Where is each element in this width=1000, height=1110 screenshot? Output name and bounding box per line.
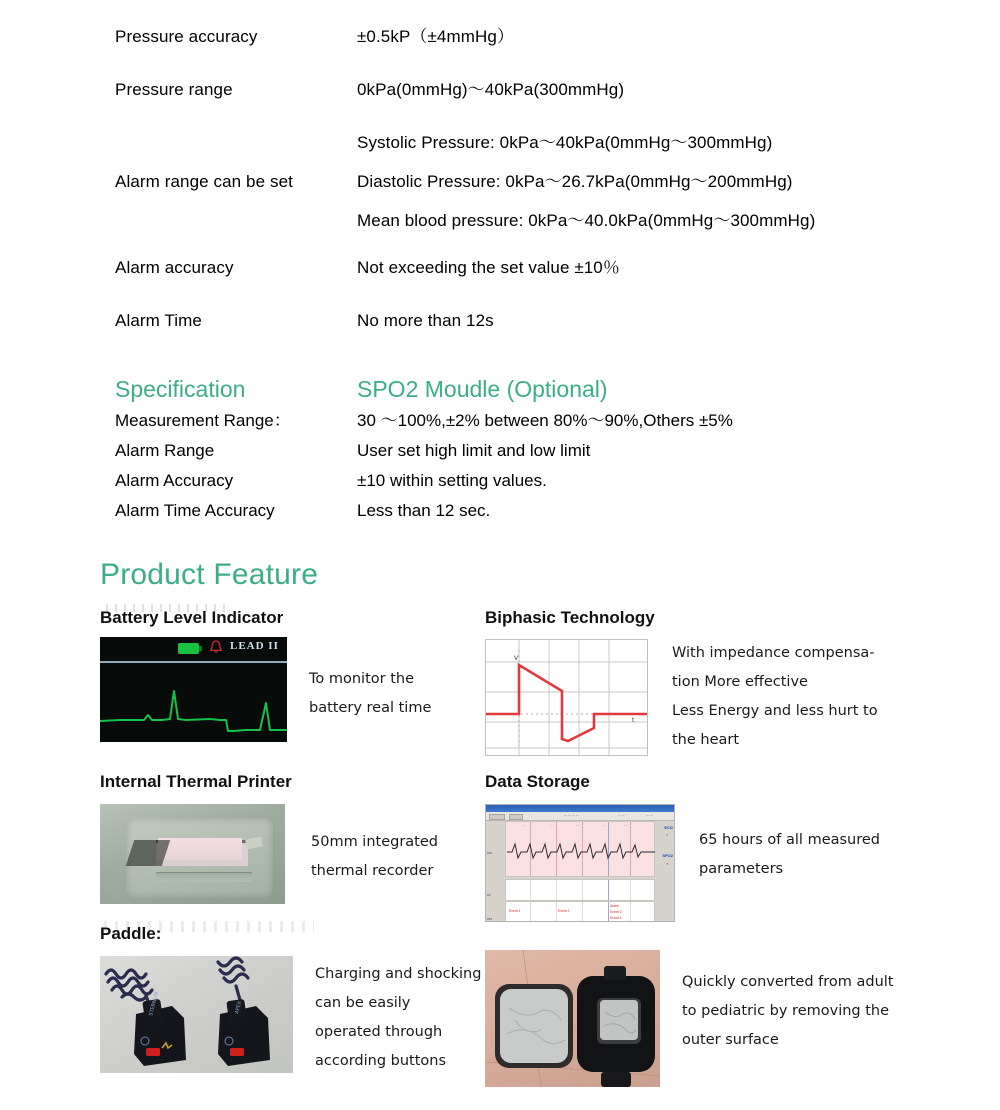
spo2-heading-row	[115, 376, 915, 403]
feature-body	[100, 804, 493, 904]
biphasic-chart	[485, 639, 648, 756]
spec-label: Alarm range can be set	[115, 171, 293, 191]
feature-body	[100, 637, 490, 742]
toolbar-text: — — — —	[564, 813, 579, 817]
spo2-module-table	[115, 376, 915, 532]
caption-line: With impedance compensa-	[672, 645, 875, 661]
spo2-value: User set high limit and low limit	[357, 441, 591, 460]
svg-text:APEX: APEX	[234, 1000, 244, 1015]
table-row	[115, 257, 915, 280]
table-row	[115, 412, 915, 429]
caption-line: Quickly converted from adult	[682, 974, 894, 990]
table-row	[115, 310, 915, 333]
toolbar-text: · · ·	[528, 813, 533, 817]
feature-body	[485, 639, 980, 756]
feature-body	[100, 956, 490, 1076]
spo2-value: 30 ～100%,±2% between 80%～90%,Others ±5%	[357, 411, 733, 430]
legend-tag-ecg: ECG	[664, 825, 673, 830]
feature-biphasic-technology	[485, 608, 980, 756]
feature-heading: Paddle:	[100, 924, 162, 943]
spec-value-line: Systolic Pressure: 0kPa～40kPa(0mmHg～300mmHg)	[357, 132, 773, 152]
spec-value-line: Mean blood pressure: 0kPa～40.0kPa(0mmHg～300mmHg)	[357, 210, 816, 230]
svg-text:STERNUM: STERNUM	[148, 991, 161, 1017]
spec-value	[357, 257, 620, 280]
ecg-waveform	[100, 663, 287, 742]
svg-text:t: t	[632, 717, 635, 724]
ecg-chart-panel: — — — — —	[505, 821, 655, 877]
feature-heading: Battery Level Indicator	[100, 608, 490, 628]
feature-data-storage	[485, 772, 980, 922]
caption-line: thermal recorder	[311, 863, 434, 879]
feature-internal-thermal-printer	[100, 772, 493, 904]
printer-lip	[156, 872, 252, 882]
toolbar-button[interactable]	[509, 814, 523, 820]
storage-right-legend	[655, 821, 674, 921]
caption-line: tion More effective	[672, 674, 808, 690]
spec-label: Alarm Time	[115, 310, 202, 330]
feature-heading: Data Storage	[485, 772, 590, 791]
spo2-label: Measurement Range：	[115, 411, 291, 430]
thermal-printer-photo	[100, 804, 285, 904]
spo2-heading-specification: Specification	[115, 376, 246, 402]
caption-line: 50mm integrated	[311, 834, 438, 850]
legend-tag-spo2: SPO2	[662, 853, 673, 858]
table-row	[115, 26, 915, 49]
alarm-bell-icon	[210, 640, 222, 654]
ecg-monitor-photo	[100, 637, 287, 742]
spec-value	[357, 310, 494, 333]
feature-body	[485, 950, 980, 1087]
storage-left-axis	[486, 821, 505, 921]
feature-battery-level-indicator	[100, 608, 490, 742]
feature-caption	[285, 804, 438, 886]
caption-line: To monitor the	[309, 671, 415, 687]
spec-value-line: Diastolic Pressure: 0kPa～26.7kPa(0mmHg～200mmHg)	[357, 171, 793, 191]
spo2-value: ±10 within setting values.	[357, 471, 547, 490]
spo2-value: Less than 12 sec.	[357, 501, 491, 520]
feature-pediatric-conversion	[485, 950, 980, 1087]
spec-label: Alarm accuracy	[115, 257, 234, 277]
caption-line: can be easily	[315, 995, 411, 1011]
spec-value	[357, 26, 514, 49]
feature-paddle	[100, 924, 490, 1076]
caption-line: Charging and shocking	[315, 966, 482, 982]
table-row	[115, 472, 915, 489]
spec-label: Pressure range	[115, 79, 233, 99]
window-toolbar	[486, 812, 674, 821]
printer-paper	[158, 838, 242, 860]
svg-text:V: V	[514, 655, 519, 662]
table-row	[115, 132, 915, 233]
toolbar-button[interactable]	[489, 814, 505, 820]
window-titlebar	[486, 805, 674, 812]
caption-line: Less Energy and less hurt to	[672, 703, 878, 719]
legend-marker: ▪	[666, 861, 668, 866]
page-title: Product Feature	[100, 558, 319, 591]
spec-value-line: No more than 12s	[357, 310, 494, 330]
feature-caption	[675, 804, 880, 884]
caption-line: battery real time	[309, 700, 432, 716]
feature-body	[485, 804, 980, 922]
axis-label: ≡≡	[487, 893, 491, 897]
pressure-spec-table	[115, 26, 915, 333]
secondary-chart-panel	[505, 879, 655, 901]
spec-value	[357, 132, 815, 233]
battery-icon	[178, 643, 199, 654]
paddles-photo	[100, 956, 293, 1073]
caption-line: the heart	[672, 732, 740, 748]
spo2-label: Alarm Time Accuracy	[115, 501, 275, 520]
spo2-label: Alarm Accuracy	[115, 471, 234, 490]
caption-line: according buttons	[315, 1053, 447, 1069]
pediatric-paddle-photo	[485, 950, 660, 1087]
legend-marker: ▪	[666, 832, 668, 837]
spec-value-line: 0kPa(0mmHg)～40kPa(300mmHg)	[357, 79, 625, 99]
toolbar-text: — —	[646, 813, 653, 817]
spec-value-line: Not exceeding the set value ±10％	[357, 257, 620, 277]
feature-caption	[287, 637, 431, 723]
axis-label: ≡≡≡	[487, 851, 493, 855]
spo2-heading-module: SPO2 Moudle (Optional)	[357, 376, 608, 402]
table-row	[115, 502, 915, 519]
toolbar-text: — —	[618, 813, 625, 817]
spec-value	[357, 79, 624, 102]
feature-heading: Biphasic Technology	[485, 608, 655, 627]
lead-label: LEAD II	[230, 640, 279, 652]
spo2-label: Alarm Range	[115, 441, 215, 460]
spec-value-line: ±0.5kP（±4mmHg）	[357, 27, 515, 46]
data-storage-software-photo	[485, 804, 675, 922]
spec-label: Pressure accuracy	[115, 27, 258, 46]
caption-line: parameters	[699, 861, 784, 877]
scan-artifact	[104, 921, 314, 932]
table-row	[115, 79, 915, 102]
feature-caption	[660, 950, 893, 1055]
table-row	[115, 442, 915, 459]
feature-caption	[648, 639, 878, 755]
feature-heading: Internal Thermal Printer	[100, 772, 292, 791]
caption-line: outer surface	[682, 1032, 779, 1048]
ecg-trace	[507, 840, 657, 862]
events-panel: Event 1 Event 2 Alarm Event 3 Event 4	[505, 901, 655, 922]
caption-line: to pediatric by removing the	[682, 1003, 890, 1019]
axis-label: ≡≡≡	[487, 917, 493, 921]
feature-caption	[293, 956, 481, 1076]
caption-line: operated through	[315, 1024, 443, 1040]
caption-line: 65 hours of all measured	[699, 832, 881, 848]
